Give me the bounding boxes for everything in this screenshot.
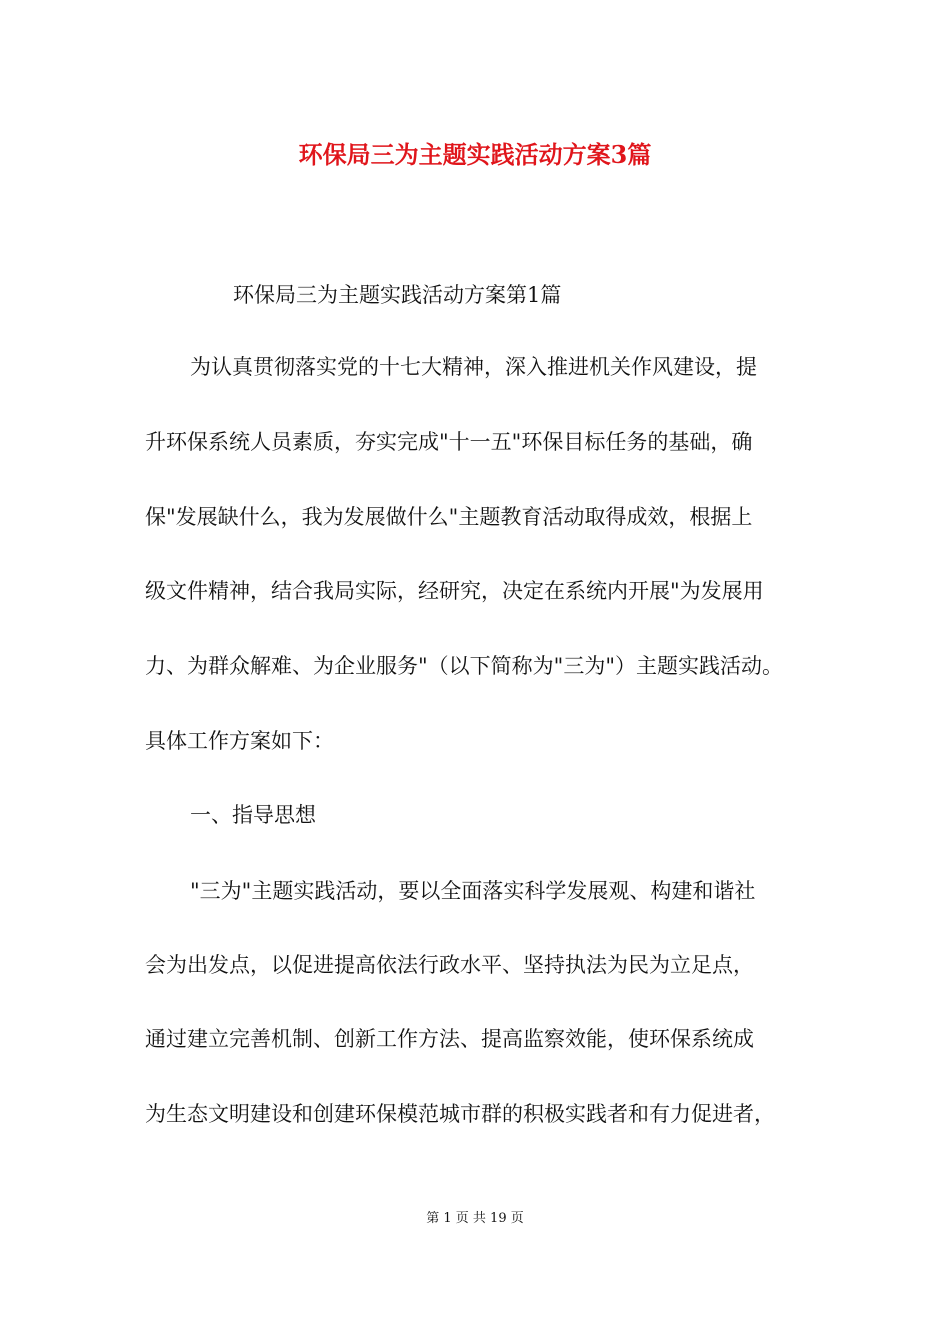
paragraph-line: "三为"主题实践活动，要以全面落实科学发展观、构建和谐社 [190,879,756,903]
paragraph-line: 力、为群众解难、为企业服务"（以下简称为"三为"）主题实践活动。 [145,654,783,678]
paragraph-line: 为生态文明建设和创建环保模范城市群的积极实践者和有力促进者， [145,1102,775,1126]
page-number-footer: 第 1 页 共 19 页 [426,1211,524,1226]
paragraph-line: 级文件精神，结合我局实际，经研究，决定在系统内开展"为发展用 [145,579,764,603]
paragraph-line: 会为出发点，以促进提高依法行政水平、坚持执法为民为立足点， [145,953,754,977]
paragraph-line: 保"发展缺什么，我为发展做什么"主题教育活动取得成效，根据上 [145,505,753,529]
document-title: 环保局三为主题实践活动方案3篇 [298,140,652,169]
paragraph-line: 为认真贯彻落实党的十七大精神，深入推进机关作风建设，提 [190,355,757,379]
paragraph-line: 具体工作方案如下： [145,729,334,753]
paragraph-line: 通过建立完善机制、创新工作方法、提高监察效能，使环保系统成 [145,1027,754,1051]
section-subtitle: 环保局三为主题实践活动方案第1篇 [233,283,562,307]
paragraph-line: 升环保系统人员素质，夯实完成"十一五"环保目标任务的基础，确 [145,430,753,454]
section-heading: 一、指导思想 [190,803,316,827]
